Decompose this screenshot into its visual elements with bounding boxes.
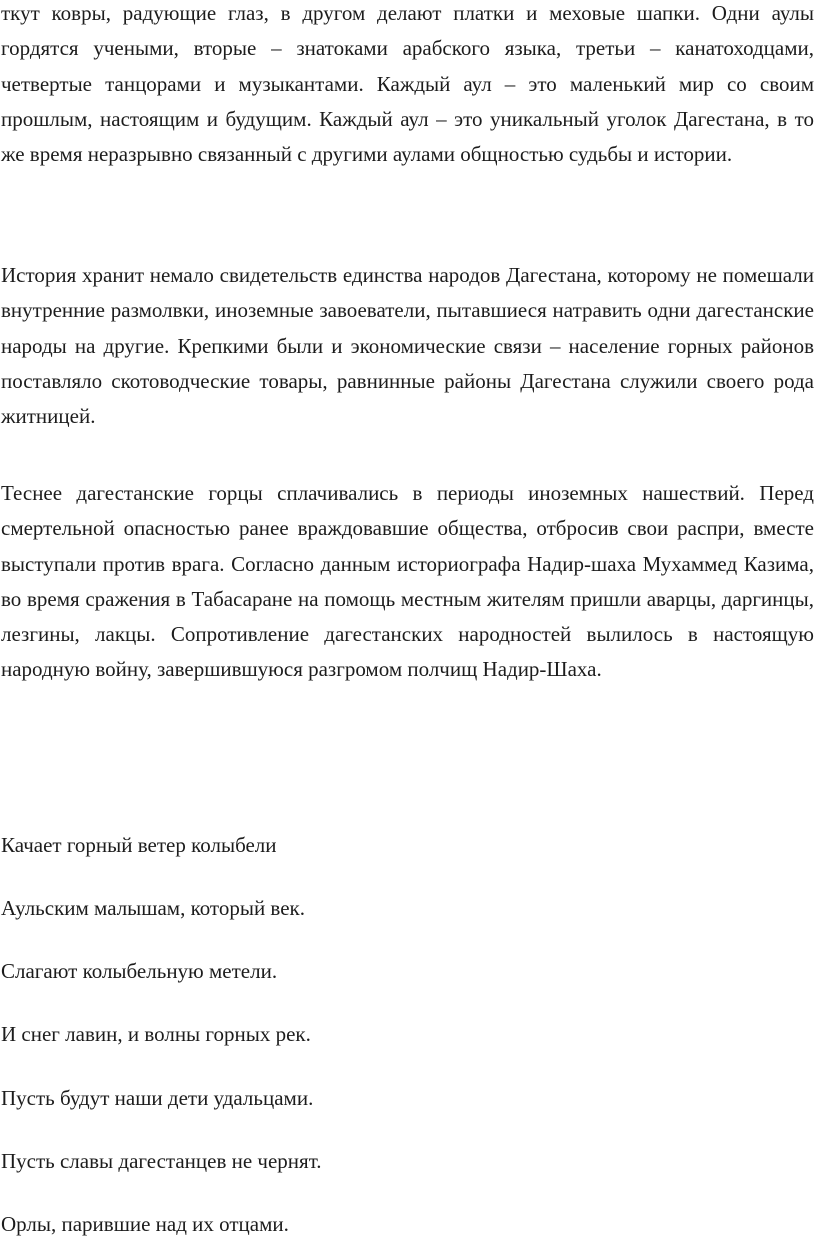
poem-line: Аульским малышам, который век. [1, 896, 305, 920]
poem-line: Качает горный ветер колыбели [1, 833, 277, 857]
paragraph-unity: История хранит немало свидетельств единства народов Дагестана, которому не помешали внутренние размолвки, иноземные завоеватели, пытавшиеся натравить одни дагестанские народы на другие. Крепкими были и экономические связи – население горных районов поставляло скотоводческие товары, равнинные районы Дагестана служили своего рода житницей. [1, 263, 814, 429]
poem-line: Пусть славы дагестанцев не чернят. [1, 1149, 322, 1173]
poem-line: Слагают колыбельную метели. [1, 959, 278, 983]
paragraph-invasions: Теснее дагестанские горцы сплачивались в периоды иноземных нашествий. Перед смертельной опасностью ранее враждовавшие общества, отбросив свои распри, вместе выступали против врага. Согласно данным историографа Надир-шаха Мухаммед Казима, во время сражения в Табасаране на помощь местным жителям пришли аварцы, даргинцы, лезгины, лакцы. Сопротивление дагестанских народностей вылилось в настоящую народную войну, завершившуюся разгромом полчищ Надир-Шаха. [1, 481, 814, 682]
poem-line: Пусть будут наши дети удальцами. [1, 1086, 314, 1110]
paragraph-villages: ткут ковры, радующие глаз, в другом делают платки и меховые шапки. Одни аулы гордятся учеными, вторые – знатоками арабского языка, третьи – канатоходцами, четвертые танцорами и музыкантами. Каждый аул – это маленький мир со своим прошлым, настоящим и будущим. Каждый аул – это уникальный уголок Дагестана, в то же время неразрывно связанный с другими аулами общностью судьбы и истории. [1, 1, 814, 167]
poem-line: Орлы, парившие над их отцами. [1, 1212, 289, 1236]
poem-line: И снег лавин, и волны горных рек. [1, 1022, 311, 1046]
